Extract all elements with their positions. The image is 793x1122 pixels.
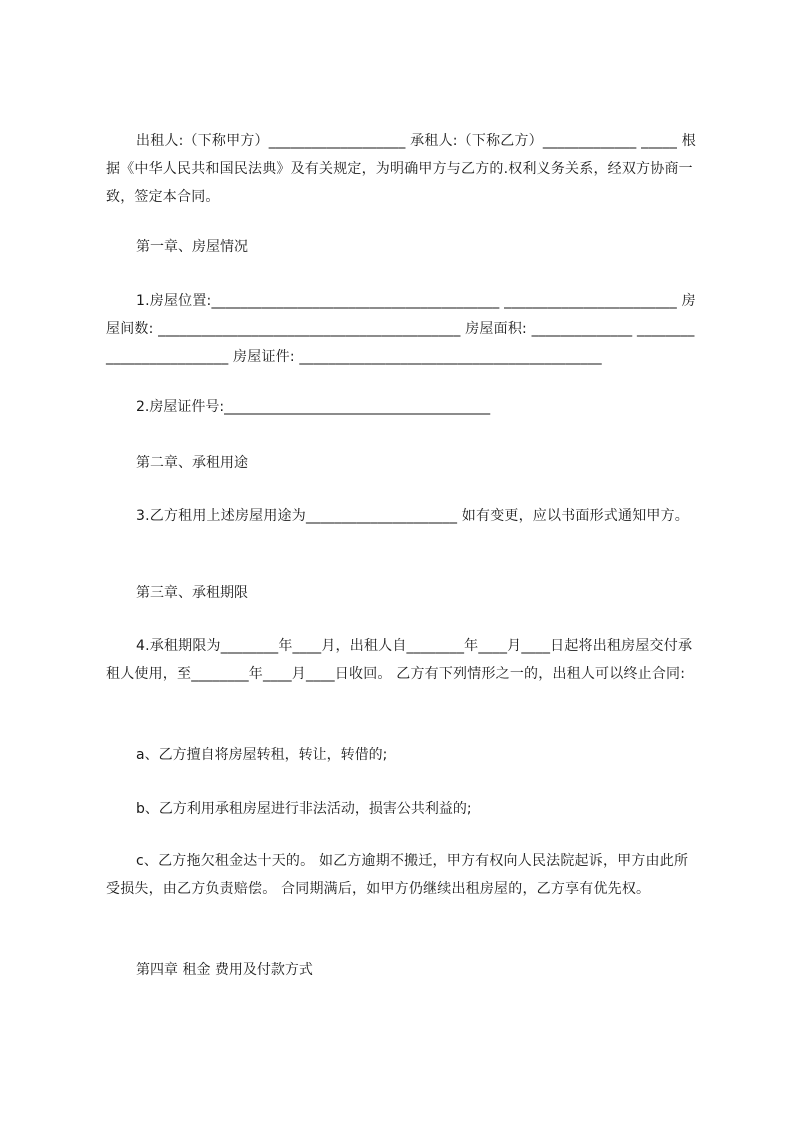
- chapter-3-heading: 第三章、承租期限: [136, 585, 248, 601]
- chapter-2-heading: 第二章、承租用途: [136, 455, 248, 471]
- usage-paragraph: 3.乙方租用上述房屋用途为_____________________ 如有变更，应以书面形式通知甲方。: [136, 508, 690, 524]
- clause-c-paragraph: c、乙方拖欠租金达十天的。 如乙方逾期不搬迁，甲方有权向人民法院起诉，甲方由此所受损失，由乙方负责赔偿。 合同期满后，如甲方仍继续出租房屋的，乙方享有优先权。: [106, 853, 689, 897]
- clause-a: a、乙方擅自将房屋转租，转让，转借的;: [136, 747, 388, 763]
- term-paragraph: 4.承租期限为________年____月，出租人自________年____月____日起将出租房屋交付承租人使用，至________年____月____日收回。 乙方有下列情形之一的，出租人可以终止合同:: [106, 638, 693, 682]
- house-certificate-number-line: 2.房屋证件号:______________________________________: [136, 399, 491, 415]
- chapter-1-heading: 第一章、房屋情况: [136, 239, 248, 255]
- clause-b: b、乙方利用承租房屋进行非法活动，损害公共利益的;: [136, 801, 472, 817]
- house-location-paragraph: 1.房屋位置:________________________________________ ________________________ 房屋间数: __________________________________________ 房屋面积: ______________ _________________________ 房屋证件: __________________________________________: [106, 293, 696, 365]
- opening-paragraph: 出租人:（下称甲方）___________________ 承租人:（下称乙方）_____________ _____ 根据《中华人民共和国民法典》及有关规定，为明确甲方与乙方的.权利义务关系，经双方协商一致，签定本合同。: [106, 133, 696, 205]
- chapter-4-heading: 第四章 租金 费用及付款方式: [136, 962, 313, 978]
